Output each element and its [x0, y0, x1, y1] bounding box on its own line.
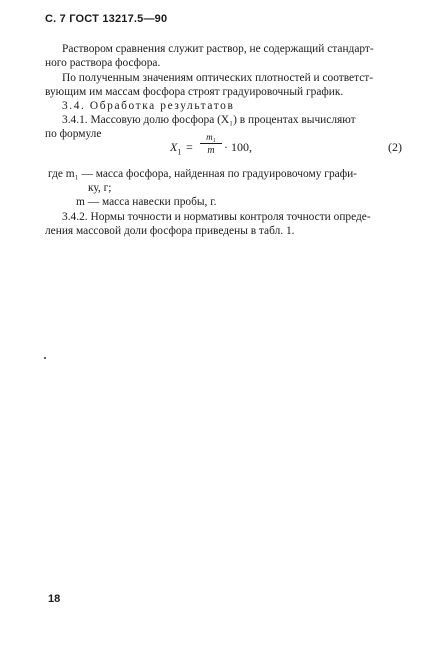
- formula-2: [150, 134, 410, 164]
- formula-fraction: [200, 132, 222, 156]
- formula-tail: · 100,: [224, 140, 252, 154]
- paragraph-line: По полученным значениям оптических плотностей и соответст-: [62, 72, 374, 84]
- formula-numerator: m₁: [200, 132, 222, 144]
- page-header: С. 7 ГОСТ 13217.5—90: [45, 13, 168, 25]
- formula-number: (2): [388, 140, 402, 154]
- where-line: ку, г;: [88, 182, 112, 194]
- paragraph-line: 3.4.1. Массовую долю фосфора (X₁) в процентах вычисляют: [62, 114, 356, 126]
- paragraph-line: вующим им массам фосфора строят градуировочный график.: [45, 86, 344, 98]
- formula-lhs: $X_1$: [170, 140, 182, 157]
- where-line: где m₁ — масса фосфора, найденная по градуировочому графи-: [48, 168, 357, 180]
- formula-equals: =: [186, 140, 193, 154]
- where-line: m — масса навески пробы, г.: [76, 196, 217, 208]
- formula-denominator: m: [207, 145, 215, 156]
- section-heading: 3.4. Обработка результатов: [62, 100, 235, 112]
- paragraph-line: по формуле: [45, 128, 102, 140]
- paragraph-line: Раствором сравнения служит раствор, не содержащий стандарт-: [62, 43, 374, 55]
- page-number: 18: [48, 593, 61, 605]
- paragraph-line: ления массовой доли фосфора приведены в табл. 1.: [45, 225, 295, 237]
- stray-mark: [44, 357, 46, 359]
- paragraph-line: ного раствора фосфора.: [45, 57, 161, 69]
- paragraph-line: 3.4.2. Нормы точности и нормативы контроля точности опреде-: [62, 211, 371, 223]
